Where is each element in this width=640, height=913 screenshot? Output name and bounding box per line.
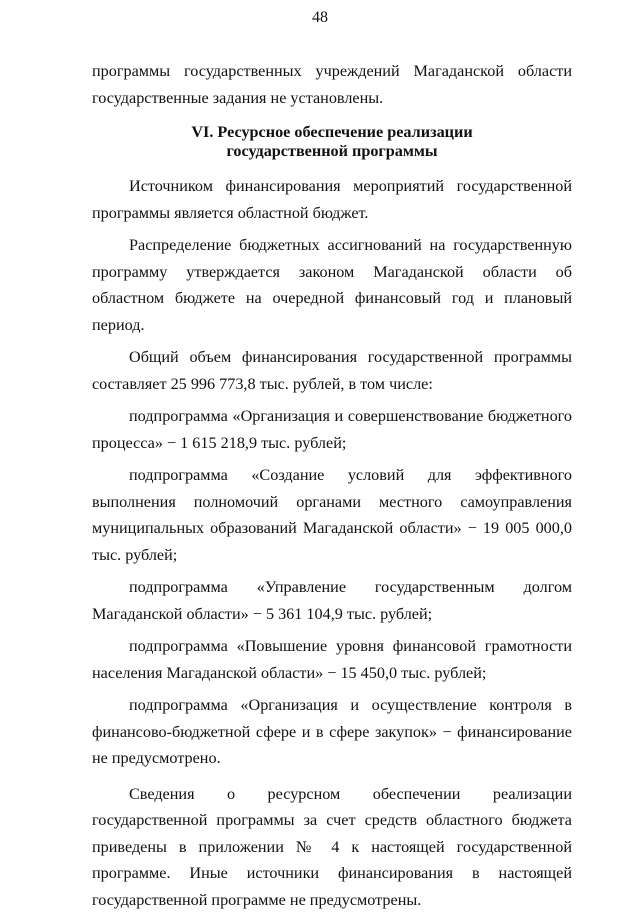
paragraph-subprogram-budget-process: подпрограмма «Организация и совершенствование бюджетного процесса» − 1 615 218,9 тыс. рублей; xyxy=(92,403,572,456)
paragraph-total-volume: Общий объем финансирования государственной программы составляет 25 996 773,8 тыс. рублей, в том числе: xyxy=(92,344,572,397)
paragraph-funding-source: Источником финансирования мероприятий государственной программы является областной бюджет. xyxy=(92,173,572,226)
paragraph-resource-info: Сведения о ресурсном обеспечении реализации государственной программы за счет средств областного бюджета приведены в приложении № 4 к настоящей государственной программе. Иные источники финансирования в настоящей государственной программе не предусмотрены. xyxy=(92,781,572,913)
document-body xyxy=(92,58,572,913)
paragraph-subprogram-control: подпрограмма «Организация и осуществление контроля в финансово-бюджетной сфере и в сфере закупок» − финансирование не предусмотрено. xyxy=(92,692,572,772)
intro-paragraph: программы государственных учреждений Магаданской области государственные задания не установлены. xyxy=(92,58,572,111)
paragraph-subprogram-debt-management: подпрограмма «Управление государственным долгом Магаданской области» − 5 361 104,9 тыс. рублей; xyxy=(92,574,572,627)
section-heading-line-1: VI. Ресурсное обеспечение реализации xyxy=(92,123,572,142)
page-number: 48 xyxy=(0,8,640,28)
section-heading-line-2: государственной программы xyxy=(92,142,572,161)
paragraph-subprogram-financial-literacy: подпрограмма «Повышение уровня финансовой грамотности населения Магаданской области» − 15 450,0 тыс. рублей; xyxy=(92,633,572,686)
paragraph-subprogram-local-government: подпрограмма «Создание условий для эффективного выполнения полномочий органами местного самоуправления муниципальных образований Магаданской области» − 19 005 000,0 тыс. рублей; xyxy=(92,462,572,568)
section-heading xyxy=(92,123,572,161)
paragraph-allocation: Распределение бюджетных ассигнований на государственную программу утверждается законом Магаданской области об областном бюджете на очередной финансовый год и плановый период. xyxy=(92,232,572,338)
